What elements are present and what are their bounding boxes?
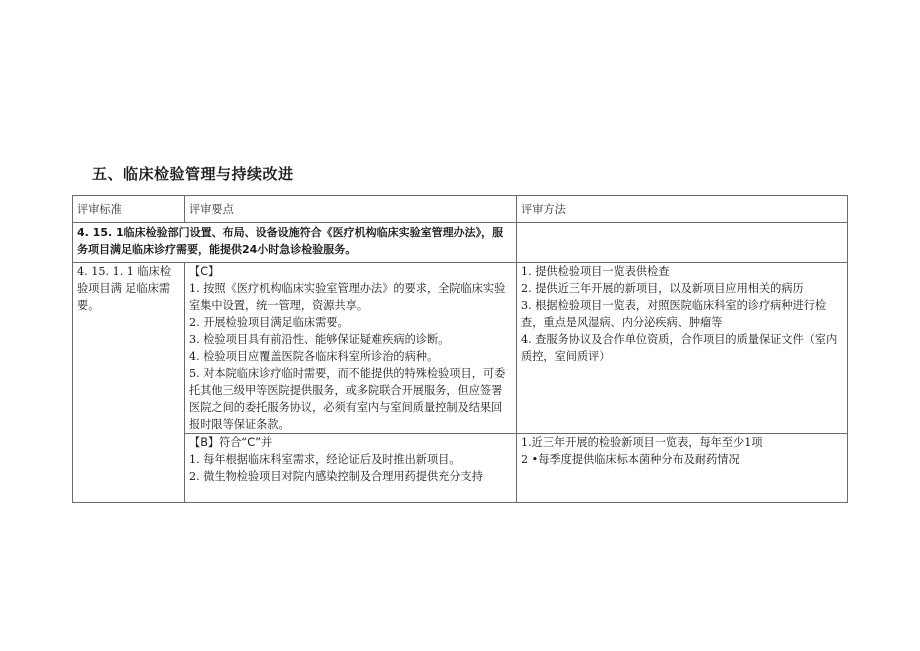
main-standard-cell (73, 223, 517, 263)
header-methods: 评审方法 (517, 196, 848, 223)
b-point-2: 2. 微生物检验项目对院内感染控制及合理用药提供充分支持 (189, 470, 483, 483)
b-grade-methods-cell (517, 434, 848, 503)
main-standard-text: 4. 15. 1临床检验部门设置、布局、设备设施符合《医疗机构临床实验室管理办法》，服务项目满足临床诊疗需要，能提供24小时急诊检验服务。 (77, 226, 504, 256)
c-point-1: 1. 按照《医疗机构临床实验室管理办法》的要求，全院临床实验室集中设置，统一管理，资源共享。 (189, 282, 506, 312)
b-method-1: 1.近三年开展的检验新项目一览表，每年至少1项 (521, 436, 763, 449)
sub-standard-cell (73, 263, 185, 503)
header-points: 评审要点 (185, 196, 517, 223)
review-table (72, 195, 848, 503)
table-header-row (73, 196, 848, 223)
b-point-1: 1. 每年根据临床科室需求，经论证后及时推出新项目。 (189, 453, 461, 466)
c-point-5: 5. 对本院临床诊疗临时需要，而不能提供的特殊检验项目，可委托其他三级甲等医院提供服务，或多院联合开展服务，但应签署医院之间的委托服务协议，必须有室内与室间质量控制及结果回报时限等保证条款。 (189, 367, 506, 431)
c-grade-points-cell (185, 263, 517, 434)
b-method-2: 2 •每季度提供临床标本菌种分布及耐药情况 (521, 453, 740, 466)
main-standard-row (73, 223, 848, 263)
section-title: 五、临床检验管理与持续改进 (92, 165, 294, 183)
c-method-3: 3. 根据检验项目一览表，对照医院临床科室的诊疗病种进行检查，重点是风湿病、内分泌疾病、肿瘤等 (521, 299, 827, 329)
c-point-4: 4. 检验项目应覆盖医院各临床科室所诊治的病种。 (189, 350, 439, 363)
c-grade-methods-cell (517, 263, 848, 434)
c-point-2: 2. 开展检验项目满足临床需要。 (189, 316, 349, 329)
c-point-3: 3. 检验项目具有前沿性、能够保证疑难疾病的诊断。 (189, 333, 450, 346)
main-standard-empty-cell (517, 223, 848, 263)
c-method-4: 4. 查服务协议及合作单位资质，合作项目的质量保证文件（室内质控，室间质评） (521, 333, 838, 363)
c-method-2: 2. 提供近三年开展的新项目，以及新项目应用相关的病历 (521, 282, 804, 295)
c-method-1: 1. 提供检验项目一览表供检查 (521, 265, 670, 278)
c-grade-label: 【C】 (189, 265, 220, 278)
b-grade-points-cell (185, 434, 517, 503)
header-standard: 评审标准 (73, 196, 185, 223)
b-grade-label: 【B】符合“C”并 (189, 436, 273, 449)
sub-standard-text: 4. 15. 1. 1 临床检验项目满 足临床需要。 (77, 265, 172, 312)
c-grade-row (73, 263, 848, 434)
b-grade-row (73, 434, 848, 503)
